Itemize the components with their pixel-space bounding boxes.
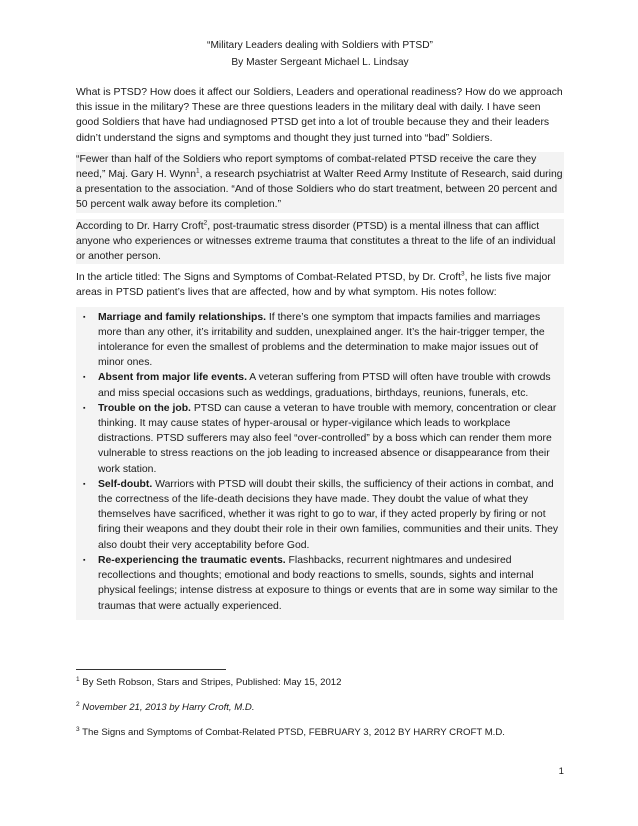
paragraph-text: In the article titled: The Signs and Symptoms of Combat-Related PTSD, by Dr. Croft <box>76 272 462 284</box>
footnote-text: November 21, 2013 by Harry Croft, M.D. <box>79 702 255 713</box>
document-author: By Master Sergeant Michael L. Lindsay <box>231 57 409 68</box>
paragraph-text: , a research psychiatrist at Walter Reed Army Institute of Research, said during a presentation to the association. “And of those Soldiers who do start treatment, between 20 percent and 50 percent walk away before its completion.” <box>76 169 563 211</box>
paragraph-text: , post-traumatic stress disorder (PTSD) is a mental illness that can afflict anyone who experiences or witnesses extreme trauma that constitutes a threat to the life of an individual or another person. <box>76 220 556 263</box>
list-item <box>76 553 564 614</box>
paragraph-text: “Fewer than half of the Soldiers who report symptoms of combat-related PTSD receive the care they need,” Maj. Gary H. Wynn <box>76 153 537 181</box>
page-number: 1 <box>558 766 564 777</box>
footnote-divider <box>76 669 226 670</box>
footnote-number: 1 <box>76 675 80 683</box>
bullet-icon: ▪ <box>83 480 86 488</box>
footnote-2 <box>76 701 255 714</box>
list-item-lead: Marriage and family relationships. <box>98 311 267 323</box>
footnote-ref: 3 <box>461 270 465 278</box>
paragraph-article-intro <box>76 270 564 300</box>
list-item-text: PTSD can cause a veteran to have trouble with memory, concentration or clear thinking. It may cause states of hyper-arousal or hyper-vigilance which leads to workplace distractions. PTSD sufferers may also feel “over-controlled” by a boss which can render them more vulnerable to stress reactions on the job leading to increased absence or disappearance from their work station. <box>98 402 557 475</box>
list-item <box>76 477 564 553</box>
list-item <box>76 310 564 371</box>
document-title: “Military Leaders dealing with Soldiers with PTSD” <box>207 40 433 51</box>
footnote-3 <box>76 726 505 739</box>
paragraph-croft-definition <box>76 219 564 265</box>
footnote-number: 2 <box>76 700 80 708</box>
list-item-text: Flashbacks, recurrent nightmares and undesired recollections and thoughts; emotional and body reactions to smells, sounds, sights and internal physical feelings; intense distress at exposure to things or events that are in some way similar to the traumas that were actually experienced. <box>98 554 558 612</box>
list-item-lead: Self-doubt. <box>98 478 153 490</box>
paragraph-text: According to Dr. Harry Croft <box>76 220 204 232</box>
footnote-text: The Signs and Symptoms of Combat-Related PTSD, FEBRUARY 3, 2012 BY HARRY CROFT M.D. <box>79 727 505 738</box>
paragraph-intro: What is PTSD? How does it affect our Soldiers, Leaders and operational readiness? How do we approach this issue in the military? These are three questions leaders in the military deal with daily. I have seen good Soldiers that have had undiagnosed PTSD get into a lot of trouble because they and their leaders didn’t understand the signs and symptoms and thought they just turned into “bad” Soldiers. <box>76 87 563 144</box>
list-item <box>76 370 564 400</box>
bullet-icon: ▪ <box>83 313 86 321</box>
footnote-ref: 1 <box>196 167 200 175</box>
list-item-text: A veteran suffering from PTSD will often have trouble with crowds and miss special occasions such as weddings, graduations, birthdays, reunions, funerals, etc. <box>98 372 551 399</box>
list-item-lead: Absent from major life events. <box>98 372 247 384</box>
bullet-icon: ▪ <box>83 374 86 382</box>
symptom-list <box>76 307 564 620</box>
footnote-ref: 2 <box>203 219 208 227</box>
paragraph-text: , he lists five major areas in PTSD patient’s lives that are affected, how and by what symptom. His notes follow: <box>76 272 551 299</box>
footnote-text: By Seth Robson, Stars and Stripes, Published: May 15, 2012 <box>79 677 342 688</box>
bullet-icon: ▪ <box>83 404 86 412</box>
document-page <box>76 38 564 620</box>
list-item-text: Warriors with PTSD will doubt their skills, the sufficiency of their actions in combat, and the correctness of the life-death decisions they have made. They doubt the value of what they themselves have sacrificed, whether it was right to go to war, if they acted properly by firing or not firing their weapons and they doubt their role in their own families, communities and their units. They also doubt their very acceptability before God. <box>98 478 559 551</box>
footnote-1 <box>76 676 341 689</box>
list-item-lead: Trouble on the job. <box>98 402 191 414</box>
paragraph-quote-wynn <box>76 152 564 213</box>
list-item <box>76 401 564 477</box>
footnote-number: 3 <box>76 725 80 733</box>
list-item-lead: Re-experiencing the traumatic events. <box>98 554 286 566</box>
bullet-icon: ▪ <box>83 556 86 564</box>
list-item-text: If there’s one symptom that impacts families and marriages more than any other, it’s irritability and sudden, unexplained anger. It’s the hair-trigger temper, the intolerance for even the smallest of problems and the determination to make major issues out of minor ones. <box>98 311 545 369</box>
